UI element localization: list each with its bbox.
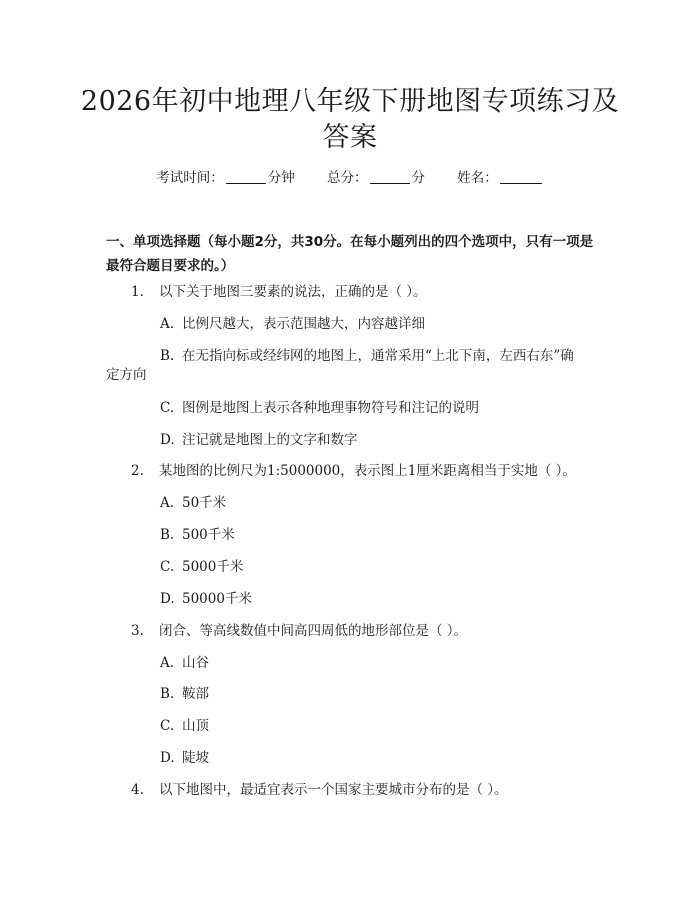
question-text: 某地图的比例尺为1:5000000，表示图上1厘米距离相当于实地（ ）。: [159, 463, 576, 479]
option-c: [160, 399, 479, 417]
score-unit: 分: [411, 170, 425, 186]
question-text: 以下关于地图三要素的说法，正确的是（ ）。: [159, 284, 427, 300]
option-b: [160, 347, 574, 365]
score-label: 总分：: [327, 170, 368, 186]
option-d: [160, 749, 209, 767]
option-text: 陡坡: [182, 750, 209, 766]
option-letter: A.: [160, 316, 175, 332]
exam-meta: [0, 169, 700, 187]
option-text: 山谷: [182, 655, 209, 671]
time-label: 考试时间：: [156, 170, 224, 186]
option-text: 50千米: [182, 495, 227, 511]
option-letter: D.: [160, 591, 175, 607]
time-unit: 分钟: [267, 170, 295, 186]
time-blank: [226, 169, 266, 184]
option-text: 在无指向标或经纬网的地图上，通常采用“上北下南，左西右东”确: [182, 348, 574, 364]
option-letter: A.: [160, 495, 175, 511]
question-number: 4.: [131, 782, 144, 798]
option-letter: B.: [160, 527, 175, 543]
question-number: 3.: [131, 623, 144, 639]
option-text: 5000千米: [182, 559, 244, 575]
option-a: [160, 315, 425, 333]
question-text: 闭合、等高线数值中间高四周低的地形部位是（ ）。: [159, 623, 468, 639]
option-b: [160, 685, 209, 703]
option-text: 500千米: [182, 527, 235, 543]
score-blank: [370, 169, 410, 184]
option-letter: C.: [160, 718, 175, 734]
option-c: [160, 558, 243, 576]
page-title-continued: 答案: [322, 122, 378, 153]
option-d: [160, 590, 252, 608]
option-text-continued: 定方向: [106, 367, 147, 383]
option-text: 山顶: [182, 718, 209, 734]
section-heading: 一、单项选择题（每小题2分，共30分。在每小题列出的四个选项中，只有一项是最符合题目要求的。）: [106, 234, 594, 274]
option-letter: D.: [160, 750, 175, 766]
option-letter: C.: [160, 400, 175, 416]
option-letter: D.: [160, 432, 175, 448]
option-text: 鞍部: [182, 686, 209, 702]
option-a: [160, 654, 209, 672]
option-text: 50000千米: [182, 591, 252, 607]
question-number: 1.: [131, 284, 144, 300]
option-c: [160, 717, 209, 735]
option-text: 注记就是地图上的文字和数字: [182, 432, 358, 448]
name-field: [457, 169, 544, 187]
option-letter: A.: [160, 655, 175, 671]
option-a: [160, 494, 226, 512]
option-b: [160, 526, 235, 544]
name-label: 姓名：: [457, 170, 498, 186]
option-letter: C.: [160, 559, 175, 575]
question-number: 2.: [131, 463, 144, 479]
option-letter: B.: [160, 686, 175, 702]
name-blank: [500, 169, 542, 184]
option-letter: B.: [160, 348, 175, 364]
option-text: 图例是地图上表示各种地理事物符号和注记的说明: [182, 400, 479, 416]
page-title: 2026年初中地理八年级下册地图专项练习及: [80, 86, 620, 117]
exam-time-field: [156, 169, 295, 187]
option-d: [160, 431, 358, 449]
total-score-field: [327, 169, 425, 187]
question-text: 以下地图中，最适宜表示一个国家主要城市分布的是（ ）。: [159, 782, 508, 798]
option-text: 比例尺越大，表示范围越大，内容越详细: [182, 316, 425, 332]
